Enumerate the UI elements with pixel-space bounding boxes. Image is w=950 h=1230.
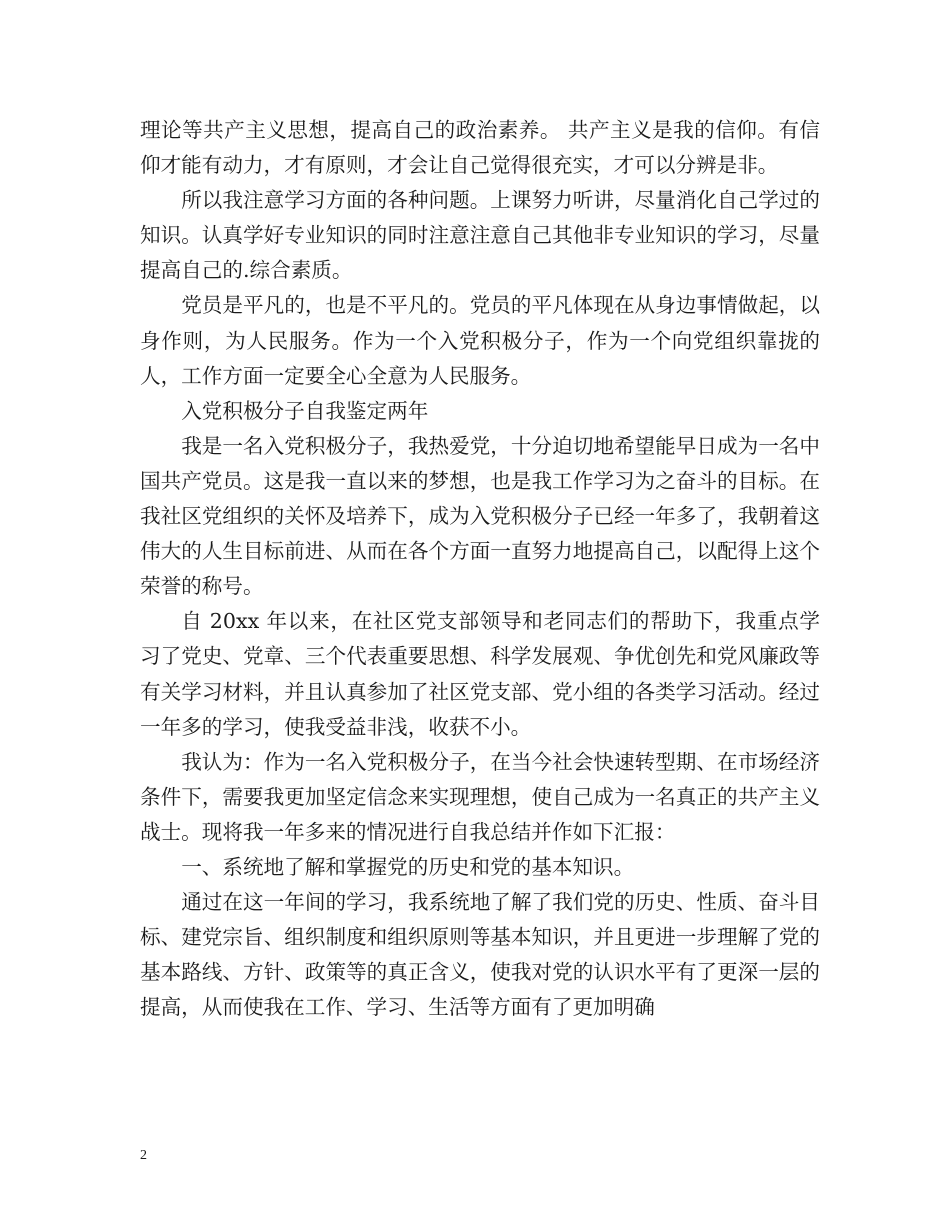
- section-heading: 入党积极分子自我鉴定两年: [181, 398, 429, 423]
- paragraph-6: 自 20xx 年以来，在社区党支部领导和老同志们的帮助下，我重点学习了党史、党章、三个代表重要思想、科学发展观、争优创先和党风廉政等有关学习材料，并且认真参加了社区党支部、党小组的各类学习活动。经过一年多的学习，使我受益非浅，收获不小。: [140, 609, 820, 739]
- paragraph-2: 所以我注意学习方面的各种问题。上课努力听讲，尽量消化自己学过的知识。认真学好专业知识的同时注意注意自己其他非专业知识的学习，尽量提高自己的.综合素质。: [140, 188, 820, 283]
- paragraph-5: 我是一名入党积极分子，我热爱党，十分迫切地希望能早日成为一名中国共产党员。这是我一直以来的梦想，也是我工作学习为之奋斗的目标。在我社区党组织的关怀及培养下，成为入党积极分子已经一年多了，我朝着这伟大的人生目标前进、从而在各个方面一直努力地提高自己，以配得上这个荣誉的称号。: [140, 433, 820, 599]
- paragraph-7: 我认为：作为一名入党积极分子，在当今社会快速转型期、在市场经济条件下，需要我更加坚定信念来实现理想，使自己成为一名真正的共产主义战士。现将我一年多来的情况进行自我总结并作如下汇报：: [140, 749, 820, 844]
- paragraph-3: 党员是平凡的，也是不平凡的。党员的平凡体现在从身边事情做起，以身作则，为人民服务。作为一个入党积极分子，作为一个向党组织靠拢的人，工作方面一定要全心全意为人民服务。: [140, 293, 820, 388]
- paragraph-1: 理论等共产主义思想，提高自己的政治素养。 共产主义是我的信仰。有信仰才能有动力，才有原则，才会让自己觉得很充实，才可以分辨是非。: [140, 118, 820, 178]
- subsection-heading: 一、系统地了解和掌握党的历史和党的基本知识。: [181, 854, 635, 879]
- document-body: [140, 113, 820, 1025]
- page-number: 2: [140, 1148, 147, 1163]
- paragraph-9: 通过在这一年间的学习，我系统地了解了我们党的历史、性质、奋斗目标、建党宗旨、组织制度和组织原则等基本知识，并且更进一步理解了党的基本路线、方针、政策等的真正含义，使我对党的认识水平有了更深一层的提高，从而使我在工作、学习、生活等方面有了更加明确: [140, 890, 820, 1020]
